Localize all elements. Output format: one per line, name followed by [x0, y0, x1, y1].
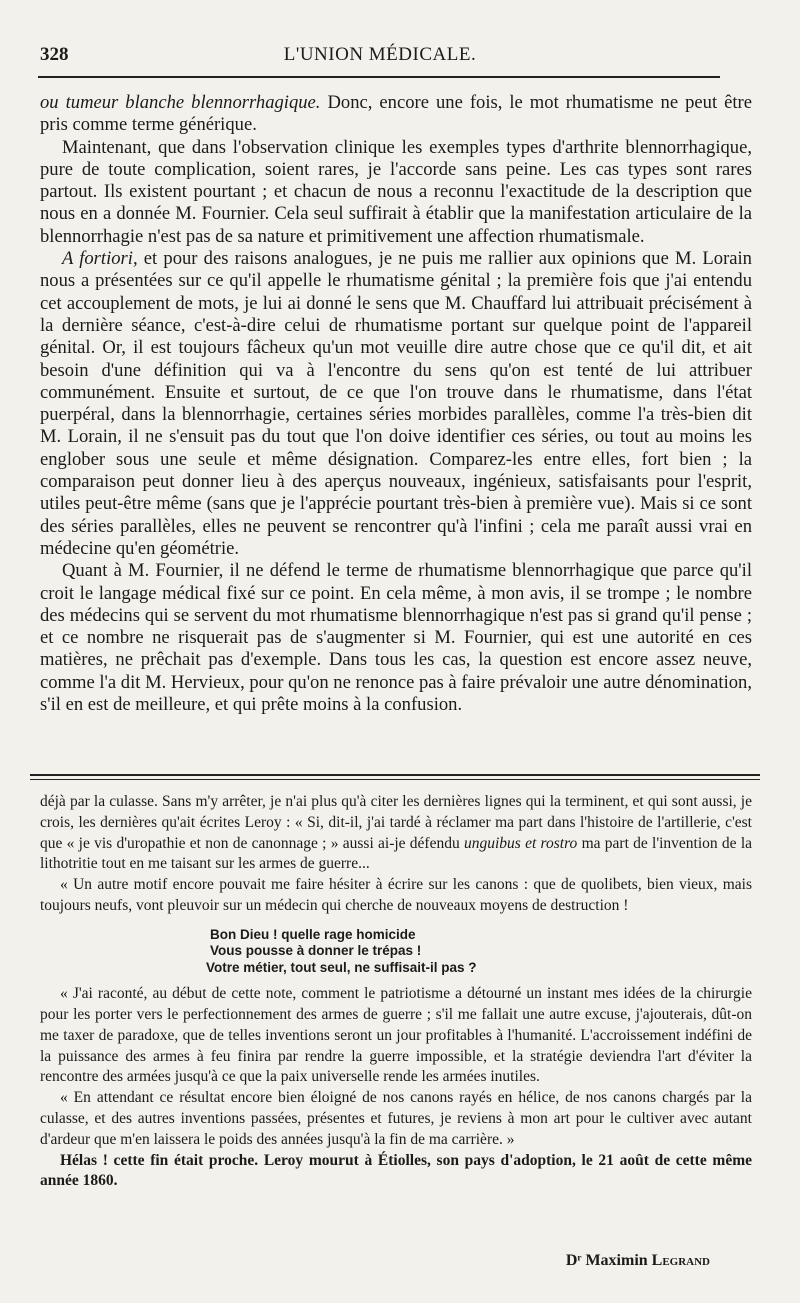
note-paragraph-3: « J'ai raconté, au début de cette note, comment le patriotisme a détourné un instant mes idées de la chirurgie pour les porter vers le perfectionnement des armes de guerre ; s'il me fallait une autre excuse, j'ajouterais, dût-on me taxer de paradoxe, que de telles inventions seront un jour profitables à l'humanité. L'accroissement indéfini de la puissance des armes à feu finira par rendre la guerre impossible, et la stratégie deviendra l'art d'éviter la rencontre des armées jusqu'à ce que la paix universelle rende les armées inutiles. [40, 985, 752, 1086]
paragraph-1-text: Donc, encore une fois, le mot rhumatisme ne peut être pris comme terme générique. [40, 92, 752, 136]
journal-title: L'UNION MÉDICALE. [283, 44, 477, 65]
signature-name: Legrand [651, 1252, 710, 1269]
note-1-latin: unguibus et rostro [464, 834, 578, 852]
note-1-text-b: ma part de l'invention de la lithotritie tout en me taisant sur les armes de guerre... [40, 834, 753, 873]
paragraph-4: Quant à M. Fournier, il ne défend le terme de rhumatisme blennorrhagique que parce qu'il croit le langage médical fixé sur ce point. En cela même, à mon avis, il se trompe ; le nombre des médecins qui se servent du mot rhumatisme blennorrhagique n'est pas si grand qu'il pense ; et ce nombre ne risquerait pas de s'augmenter si M. Fournier, qui est une autorité en ces matières, ne prêchait pas d'exemple. Dans tous les cas, la question est encore assez neuve, comme l'a dit M. Hervieux, pour qu'on ne renonce pas à faire prévaloir une autre dénomination, s'il en est de meilleure, et qui prête moins à la confusion. [40, 560, 752, 716]
paragraph-3-text: et pour des raisons analogues, je ne puis me rallier aux opinions que M. Lorain nous a présentées sur ce qu'il appelle le rhumatisme génital ; la première fois que j'ai entendu cet accouplement de mots, je lui ai donné le sens que M. Chauffard lui attribuait précisément à la dernière séance, c'est-à-dire celui de rhumatisme portant sur quelque point de l'appareil génital. Or, il est toujours fâcheux qu'un mot veuille dire autre chose que ce qu'il dit, et ait besoin d'une définition qui va à l'encontre du sens qu'on est tenté de lui attribuer communément. Ensuite et surtout, de ce que l'on trouve dans le rhumatisme, dans l'état puerpéral, dans la blennorrhagie, certaines séries morbides parallèles, comme l'a très-bien dit M. Lorain, il ne s'ensuit pas du tout que l'on doive identifier ces séries, ou tout au moins les englober sous une seule et même désignation. Comparez-les entre elles, fort bien ; la comparaison peut donner lieu à des aperçus nouveaux, ingénieux, satisfaisants pour l'esprit, utiles peut-être même (sans que je l'apprécie pourtant très-bien à première vue). Mais si ce sont des séries parallèles, elles ne peuvent se rencontrer qu'à l'infini ; cela me paraît aussi vrai en médecine qu'en géométrie. [40, 248, 752, 559]
paragraph-3 [40, 248, 752, 560]
verse-line-1: Bon Dieu ! quelle rage homicide [210, 926, 416, 942]
main-text [40, 92, 752, 716]
note-paragraph-2: « Un autre motif encore pouvait me faire hésiter à écrire sur les canons : que de quolibets, bien vieux, mais toujours neufs, vont pleuvoir sur un médecin qui cherche de nouveaux moyens de destruction ! [40, 876, 752, 914]
signature-prefix: Dʳ Maximin [565, 1252, 652, 1269]
paragraph-2: Maintenant, que dans l'observation clinique les exemples types d'arthrite blennorrhagique, pure de toute complication, soient rares, je l'accorde sans peine. Les cas types sont rares partout. Ils existent pourtant ; et chacun de nous a reconnu l'exactitude de la description que nous en a donnée M. Fournier. Cela seul suffirait à établir que la manifestation articulaire de la blennorrhagie n'est pas de sa nature et primitivement une affection rhumatismale. [40, 136, 752, 247]
note-paragraph-1 [40, 792, 752, 875]
page-header [40, 44, 720, 74]
footnote-text [40, 792, 752, 1192]
verse-line-2: Vous pousse à donner le trépas ! [210, 943, 422, 959]
note-paragraph-5 [40, 1151, 752, 1193]
footnote-separator [30, 774, 760, 780]
paragraph-1-italic: ou tumeur blanche blennorrhagique. [40, 92, 321, 113]
note-5-day: 21 [598, 1151, 614, 1169]
page-number: 328 [40, 44, 69, 65]
note-5-year: 1860 [82, 1172, 114, 1190]
header-rule [38, 76, 720, 78]
note-1-text-a: déjà par la culasse. Sans m'y arrêter, je n'ai plus qu'à citer les dernières lignes qui la terminent, et qui sont aussi, je crois, les dernières qu'ait écrites Leroy : « Si, dit-il, j'ai tardé à réclamer ma part dans l'histoire de l'artillerie, c'est que « je vis d'uropathie et non de canonnage ; » aussi ai-je défendu [40, 793, 752, 852]
paragraph-1 [40, 92, 752, 137]
verse-line-3: Votre métier, tout seul, ne suffisait-il pas ? [206, 959, 477, 975]
paragraph-3-italic: A fortiori, [62, 248, 138, 270]
note-5-text-c: août de cette même année [40, 1151, 752, 1190]
note-paragraph-4: « En attendant ce résultat encore bien éloigné de nos canons rayés en hélice, de nos canons chargés par la culasse, et des autres inventions passées, présentes et futures, je reviens à mon art pour le cultiver avec autant d'ardeur que m'en laissera le poids des années jusqu'à la fin de ma carrière. » [40, 1089, 752, 1148]
note-5-text-a: Hélas ! cette fin était proche. Leroy mourut à Étiolles, son pays d'adoption, le [60, 1151, 599, 1169]
signature [566, 1252, 710, 1270]
verse-quote [206, 926, 752, 977]
note-5-text-e: . [113, 1172, 118, 1190]
